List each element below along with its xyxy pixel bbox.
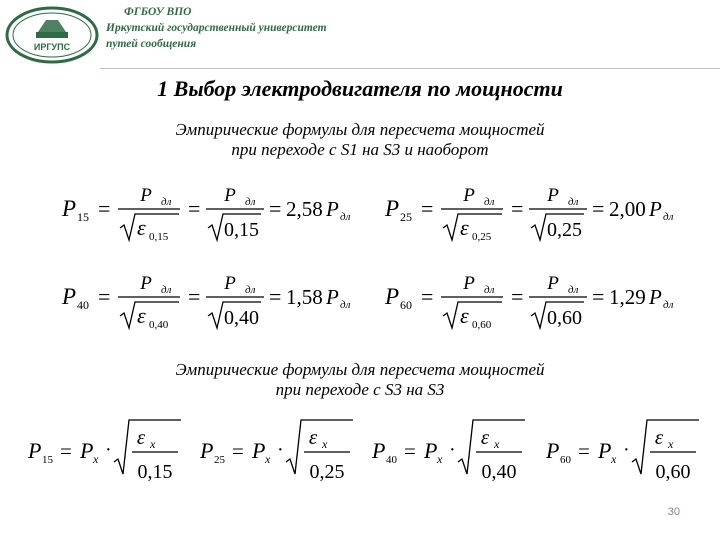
sqrt-value: 0,25 bbox=[547, 219, 582, 241]
numerator-sub: дл bbox=[484, 284, 495, 296]
power-subscript: 40 bbox=[77, 298, 89, 312]
university-name bbox=[106, 4, 406, 52]
px-subscript: x bbox=[265, 452, 271, 466]
logo-text: ИРГУПС bbox=[33, 42, 71, 52]
epsilon-symbol: ε bbox=[308, 425, 318, 449]
formula-s3-s3-item bbox=[545, 420, 699, 483]
numerator-p: P bbox=[547, 273, 559, 294]
denominator-value: 0,40 bbox=[481, 461, 517, 483]
univ-line-2: Иркутский государственный университет bbox=[106, 22, 327, 34]
result-p: P bbox=[649, 285, 662, 309]
power-subscript: 15 bbox=[42, 454, 53, 466]
epsilon-subscript: x bbox=[150, 437, 156, 451]
result-sub: дл bbox=[663, 299, 674, 311]
px-subscript: x bbox=[611, 452, 617, 466]
denominator-value: 0,25 bbox=[309, 461, 345, 483]
equals-sign: = bbox=[98, 196, 111, 221]
slide-title: 1 Выбор электродвигателя по мощности bbox=[157, 76, 563, 101]
power-symbol: P bbox=[62, 196, 77, 221]
power-symbol: P bbox=[385, 284, 400, 309]
equals-sign: = bbox=[98, 284, 111, 309]
formulas-s3-s3 bbox=[0, 414, 720, 494]
power-symbol: P bbox=[546, 438, 560, 463]
power-symbol: P bbox=[200, 438, 214, 463]
numerator-p: P bbox=[463, 185, 475, 206]
equals-sign: = bbox=[188, 196, 201, 221]
multiply-dot: · bbox=[277, 439, 284, 461]
formula-s3-s3-item bbox=[199, 420, 353, 483]
subtitle-s1-line-2: при переходе с S1 на S3 и наоборот bbox=[231, 140, 489, 159]
numerator-sub: дл bbox=[245, 284, 256, 296]
epsilon-subscript: 0,60 bbox=[472, 319, 492, 331]
power-symbol: P bbox=[385, 196, 400, 221]
result-sub: дл bbox=[663, 211, 674, 223]
formula-s1-s3-item bbox=[61, 185, 351, 243]
subtitle-s1-line-1: Эмпирические формулы для пересчета мощностей bbox=[175, 120, 545, 139]
equals-sign: = bbox=[511, 196, 524, 221]
formula-s1-s3-item bbox=[384, 185, 674, 243]
px-symbol: P bbox=[252, 438, 266, 463]
subtitle-s3-s3 bbox=[0, 360, 720, 400]
epsilon-symbol: ε bbox=[654, 425, 664, 449]
px-symbol: P bbox=[424, 438, 438, 463]
epsilon-subscript: 0,15 bbox=[149, 231, 169, 243]
page-number: 30 bbox=[667, 506, 680, 518]
equals-sign: = bbox=[511, 284, 524, 309]
denominator-value: 0,60 bbox=[655, 461, 691, 483]
epsilon-symbol: ε bbox=[460, 303, 469, 328]
power-subscript: 60 bbox=[400, 298, 412, 312]
power-subscript: 15 bbox=[77, 210, 89, 224]
denominator-value: 0,15 bbox=[137, 461, 173, 483]
sqrt-value: 0,40 bbox=[224, 307, 259, 329]
epsilon-subscript: x bbox=[668, 437, 674, 451]
formula-s3-s3-item bbox=[371, 420, 525, 483]
numerator-sub: дл bbox=[568, 196, 579, 208]
equals-sign: = bbox=[404, 439, 416, 463]
epsilon-symbol: ε bbox=[136, 425, 146, 449]
epsilon-symbol: ε bbox=[137, 215, 146, 240]
univ-line-1: ФГБОУ ВПО bbox=[124, 6, 192, 18]
px-subscript: x bbox=[93, 452, 99, 466]
power-subscript: 25 bbox=[400, 210, 412, 224]
multiply-dot: · bbox=[105, 439, 112, 461]
power-subscript: 60 bbox=[560, 454, 571, 466]
numerator-p: P bbox=[140, 185, 152, 206]
numerator-p: P bbox=[140, 273, 152, 294]
numerator-p: P bbox=[224, 185, 236, 206]
equals-sign: = bbox=[188, 284, 201, 309]
px-subscript: x bbox=[437, 452, 443, 466]
equals-sign: = bbox=[269, 284, 282, 309]
coefficient: 1,29 bbox=[609, 285, 646, 309]
numerator-sub: дл bbox=[245, 196, 256, 208]
result-sub: дл bbox=[340, 299, 351, 311]
sqrt-value: 0,15 bbox=[224, 219, 259, 241]
numerator-p: P bbox=[224, 273, 236, 294]
equals-sign: = bbox=[232, 439, 244, 463]
equals-sign: = bbox=[421, 196, 434, 221]
subtitle-s3-line-2: при переходе с S3 на S3 bbox=[275, 380, 445, 399]
header-divider bbox=[100, 68, 720, 69]
formula-s1-s3-item bbox=[61, 273, 351, 331]
power-symbol: P bbox=[372, 438, 386, 463]
numerator-sub: дл bbox=[161, 284, 172, 296]
equals-sign: = bbox=[421, 284, 434, 309]
power-symbol: P bbox=[28, 438, 42, 463]
multiply-dot: · bbox=[623, 439, 630, 461]
subtitle-s3-line-1: Эмпирические формулы для пересчета мощностей bbox=[175, 360, 545, 379]
epsilon-symbol: ε bbox=[480, 425, 490, 449]
university-logo bbox=[4, 2, 100, 66]
power-subscript: 25 bbox=[214, 454, 225, 466]
epsilon-symbol: ε bbox=[460, 215, 469, 240]
subtitle-s1-s3 bbox=[0, 120, 720, 160]
epsilon-subscript: 0,40 bbox=[149, 319, 169, 331]
equals-sign: = bbox=[592, 196, 605, 221]
multiply-dot: · bbox=[449, 439, 456, 461]
sqrt-value: 0,60 bbox=[547, 307, 582, 329]
result-p: P bbox=[326, 285, 339, 309]
formula-s3-s3-item bbox=[27, 420, 181, 483]
px-symbol: P bbox=[80, 438, 94, 463]
equals-sign: = bbox=[578, 439, 590, 463]
power-symbol: P bbox=[62, 284, 77, 309]
coefficient: 2,00 bbox=[609, 197, 646, 221]
epsilon-subscript: 0,25 bbox=[472, 231, 492, 243]
power-subscript: 40 bbox=[386, 454, 397, 466]
univ-line-3: путей сообщения bbox=[106, 38, 197, 50]
formula-s1-s3-item bbox=[384, 273, 674, 331]
result-p: P bbox=[649, 197, 662, 221]
numerator-sub: дл bbox=[568, 284, 579, 296]
result-sub: дл bbox=[340, 211, 351, 223]
coefficient: 1,58 bbox=[286, 285, 323, 309]
px-symbol: P bbox=[598, 438, 612, 463]
numerator-p: P bbox=[463, 273, 475, 294]
numerator-p: P bbox=[547, 185, 559, 206]
coefficient: 2,58 bbox=[286, 197, 323, 221]
epsilon-subscript: x bbox=[322, 437, 328, 451]
numerator-sub: дл bbox=[484, 196, 495, 208]
formulas-s1-s3 bbox=[0, 174, 720, 344]
equals-sign: = bbox=[60, 439, 72, 463]
numerator-sub: дл bbox=[161, 196, 172, 208]
epsilon-symbol: ε bbox=[137, 303, 146, 328]
result-p: P bbox=[326, 197, 339, 221]
equals-sign: = bbox=[592, 284, 605, 309]
epsilon-subscript: x bbox=[494, 437, 500, 451]
equals-sign: = bbox=[269, 196, 282, 221]
